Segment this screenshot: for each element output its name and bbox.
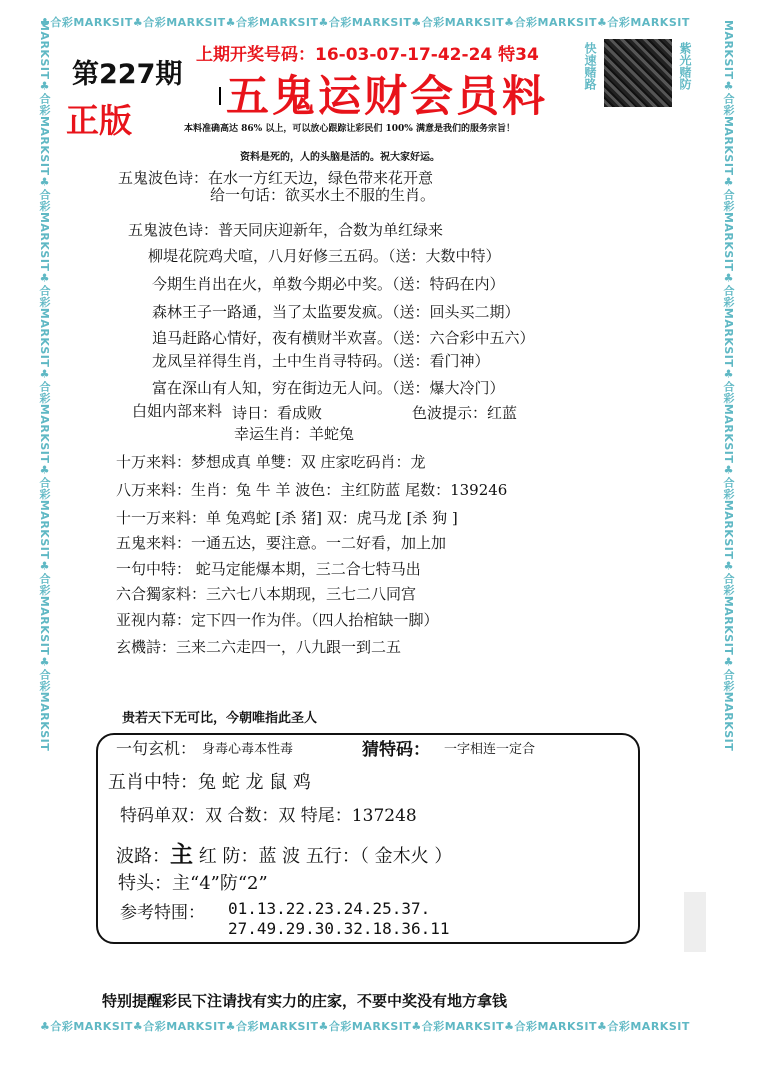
source-line: 五鬼来料：一通五达，要注意。一二好看，加上加 [116, 534, 447, 552]
verse-line: 今期生肖出在火，单数今期必中奖。（送：特码在内） [152, 275, 505, 293]
scan-artifact [684, 892, 706, 952]
verse-line: 龙凤呈祥得生肖，土中生肖寻特码。（送：看门神） [152, 352, 490, 370]
source-line: 一句中特： 蛇马定能爆本期，三二合七特马出 [116, 560, 421, 578]
poem-line: 给一句话：欲买水土不服的生肖。 [210, 186, 436, 204]
qr-side-text-left: 快速赌路 [583, 42, 597, 90]
poem-line: 五鬼波色诗：在水一方红天边，绿色带来花开意 [118, 169, 434, 187]
watermark-border-right: MARKSIT♣合彩MARKSIT♣合彩MARKSIT♣合彩MARKSIT♣合彩MARKSIT♣合彩MARKSIT♣合彩MARKSIT♣合彩MARKSIT [722, 20, 735, 752]
ref-label: 参考特围： [120, 903, 205, 923]
wave-main: 主 [170, 841, 193, 868]
insider-label: 白姐内部来料 [132, 402, 223, 420]
motto: 资料是死的，人的头脑是活的。祝大家好运。 [240, 152, 440, 163]
lucky-zodiac: 幸运生肖：羊蛇兔 [234, 425, 355, 443]
source-line: 亚视内幕：定下四一作为伴。（四人抬棺缺一脚） [116, 611, 439, 629]
source-line: 十一万来料：单 兔鸡蛇 [杀 猪] 双：虎马龙 [杀 狗 ] [116, 509, 458, 527]
ref-numbers-2: 27.49.29.30.32.18.36.11 [228, 919, 450, 938]
special-head: 特头：主“4”防“2” [118, 873, 268, 894]
verse-line: 富在深山有人知，穷在街边无人问。（送：爆大冷门） [152, 379, 505, 397]
wave-rest: 红 防：蓝 波 五行：（ 金木火 ） [193, 846, 453, 867]
verse-line: 五鬼波色诗：普天同庆迎新年，合数为单红绿来 [128, 221, 444, 239]
ref-numbers-1: 01.13.22.23.24.25.37. [228, 899, 431, 918]
qr-side-text-right: 紫光赌防 [678, 42, 692, 90]
verse-line: 追马赶路心情好，夜有横财半欢喜。（送：六合彩中五六） [152, 329, 535, 347]
source-line: 六合獨家料：三六七八本期现，三七二八同宫 [116, 585, 417, 603]
riddle-label: 一句玄机： [116, 739, 197, 758]
verse-line: 柳堤花院鸡犬喧，八月好修三五码。（送：大数中特） [148, 247, 501, 265]
guess-text: 一字相连一定合 [444, 742, 536, 757]
accuracy-claim: 本料准确高达 86% 以上，可以放心跟踪让彩民们 100% 满意是我们的服务宗旨！ [184, 124, 515, 134]
wave-label: 波路： [116, 846, 170, 867]
last-draw-numbers: 上期开奖号码：16-03-07-17-42-24 特34 [196, 45, 539, 65]
riddle-text: 身毒心毒本性毒 [202, 742, 294, 757]
page-title: 五鬼运财会员料 [226, 72, 548, 122]
source-line: 玄機詩：三来二六走四一，八九跟一到二五 [116, 638, 402, 656]
insider-poem: 诗日：看成败 [232, 404, 323, 422]
genuine-label: 正版 [66, 101, 132, 140]
color-hint: 色波提示：红蓝 [412, 404, 518, 422]
text-cursor [219, 87, 221, 105]
footer-reminder: 特别提醒彩民下注请找有实力的庄家，不要中奖没有地方拿钱 [102, 992, 508, 1010]
verse-line: 森林王子一路通，当了太监要发疯。（送：回头买二期） [152, 303, 520, 321]
watermark-border-left: MARKSIT♣合彩MARKSIT♣合彩MARKSIT♣合彩MARKSIT♣合彩MARKSIT♣合彩MARKSIT♣合彩MARKSIT♣合彩MARKSIT [38, 20, 51, 752]
prediction-box [96, 733, 640, 944]
five-zodiac: 五肖中特：兔 蛇 龙 鼠 鸡 [108, 772, 311, 793]
watermark-border-bottom: ♣合彩MARKSIT♣合彩MARKSIT♣合彩MARKSIT♣合彩MARKSIT♣合彩MARKSIT♣合彩MARKSIT♣合彩MARKSIT [40, 1020, 690, 1033]
odd-even: 特码单双：双 合数：双 特尾：137248 [120, 806, 417, 826]
qr-code-image [604, 39, 672, 107]
issue-number: 第227期 [72, 59, 183, 90]
source-line: 十万来料：梦想成真 单雙：双 庄家吃码肖：龙 [116, 453, 426, 471]
wave-line [116, 836, 452, 869]
source-line: 八万来料：生肖：兔 牛 羊 波色：主红防蓝 尾数：139246 [116, 481, 508, 499]
quote-line: 贵若天下无可比，今朝唯指此圣人 [122, 711, 318, 726]
watermark-border-top: ♣合彩MARKSIT♣合彩MARKSIT♣合彩MARKSIT♣合彩MARKSIT♣合彩MARKSIT♣合彩MARKSIT♣合彩MARKSIT [40, 16, 690, 29]
guess-label: 猜特码： [362, 740, 430, 760]
